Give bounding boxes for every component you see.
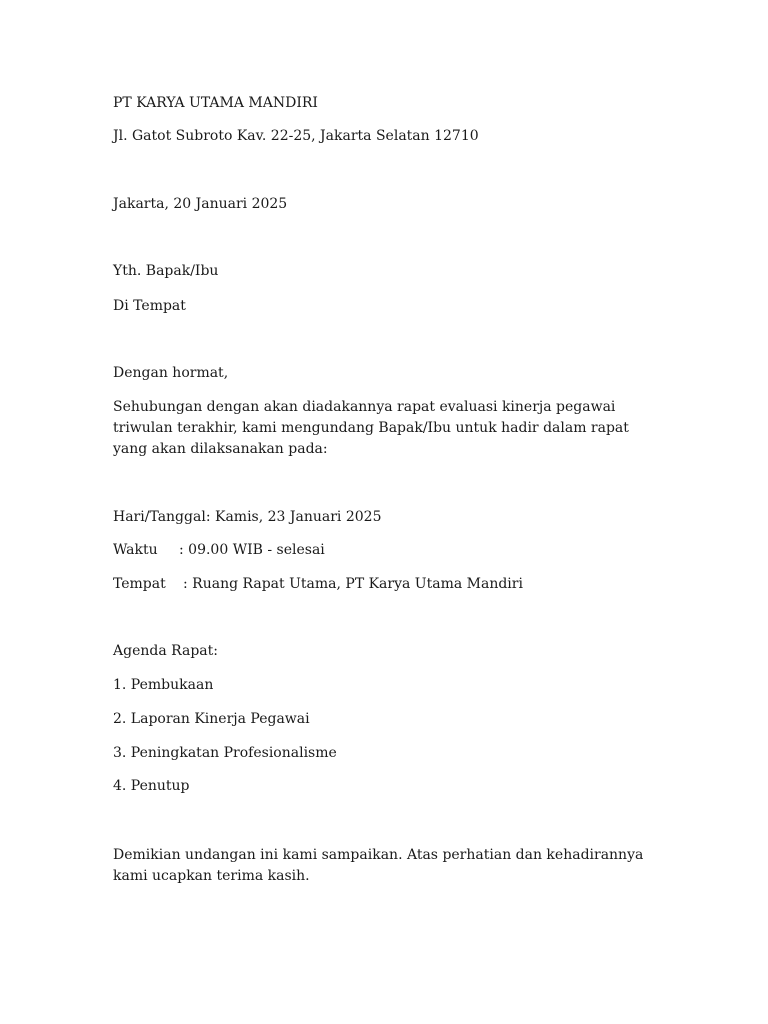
detail-date-label: Hari/Tanggal (113, 509, 206, 525)
recipient: Yth. Bapak/Ibu (113, 263, 219, 279)
detail-place-label: Tempat (113, 576, 166, 592)
detail-place-value: Ruang Rapat Utama, PT Karya Utama Mandiri (192, 576, 523, 592)
detail-time-row (113, 540, 325, 560)
place-date: Jakarta, 20 Januari 2025 (113, 196, 288, 212)
company-address: Jl. Gatot Subroto Kav. 22-25, Jakarta Selatan 12710 (113, 128, 479, 144)
detail-date-row (113, 507, 381, 527)
detail-time-label: Waktu (113, 542, 158, 558)
detail-place-row (113, 574, 523, 594)
salutation: Dengan hormat, (113, 365, 229, 381)
recipient-location: Di Tempat (113, 298, 186, 314)
agenda-item: 1. Pembukaan (113, 677, 214, 693)
agenda-item: 2. Laporan Kinerja Pegawai (113, 711, 310, 727)
agenda-item: 4. Penutup (113, 778, 190, 794)
closing-paragraph: Demikian undangan ini kami sampaikan. Atas perhatian dan kehadirannya kami ucapkan terima kasih. (113, 847, 644, 884)
detail-place-separator: : (183, 576, 193, 592)
body-intro: Sehubungan dengan akan diadakannya rapat evaluasi kinerja pegawai triwulan terakhir, kami mengundang Bapak/Ibu untuk hadir dalam rapat yang akan dilaksanakan pada: (113, 399, 629, 457)
detail-date-separator: : (205, 509, 215, 525)
detail-date-value: Kamis, 23 Januari 2025 (214, 509, 382, 525)
detail-time-value: 09.00 WIB - selesai (188, 542, 325, 558)
agenda-item: 3. Peningkatan Profesionalisme (113, 745, 337, 761)
agenda-title: Agenda Rapat: (113, 643, 218, 659)
company-name: PT KARYA UTAMA MANDIRI (113, 95, 318, 111)
detail-time-separator: : (179, 542, 189, 558)
